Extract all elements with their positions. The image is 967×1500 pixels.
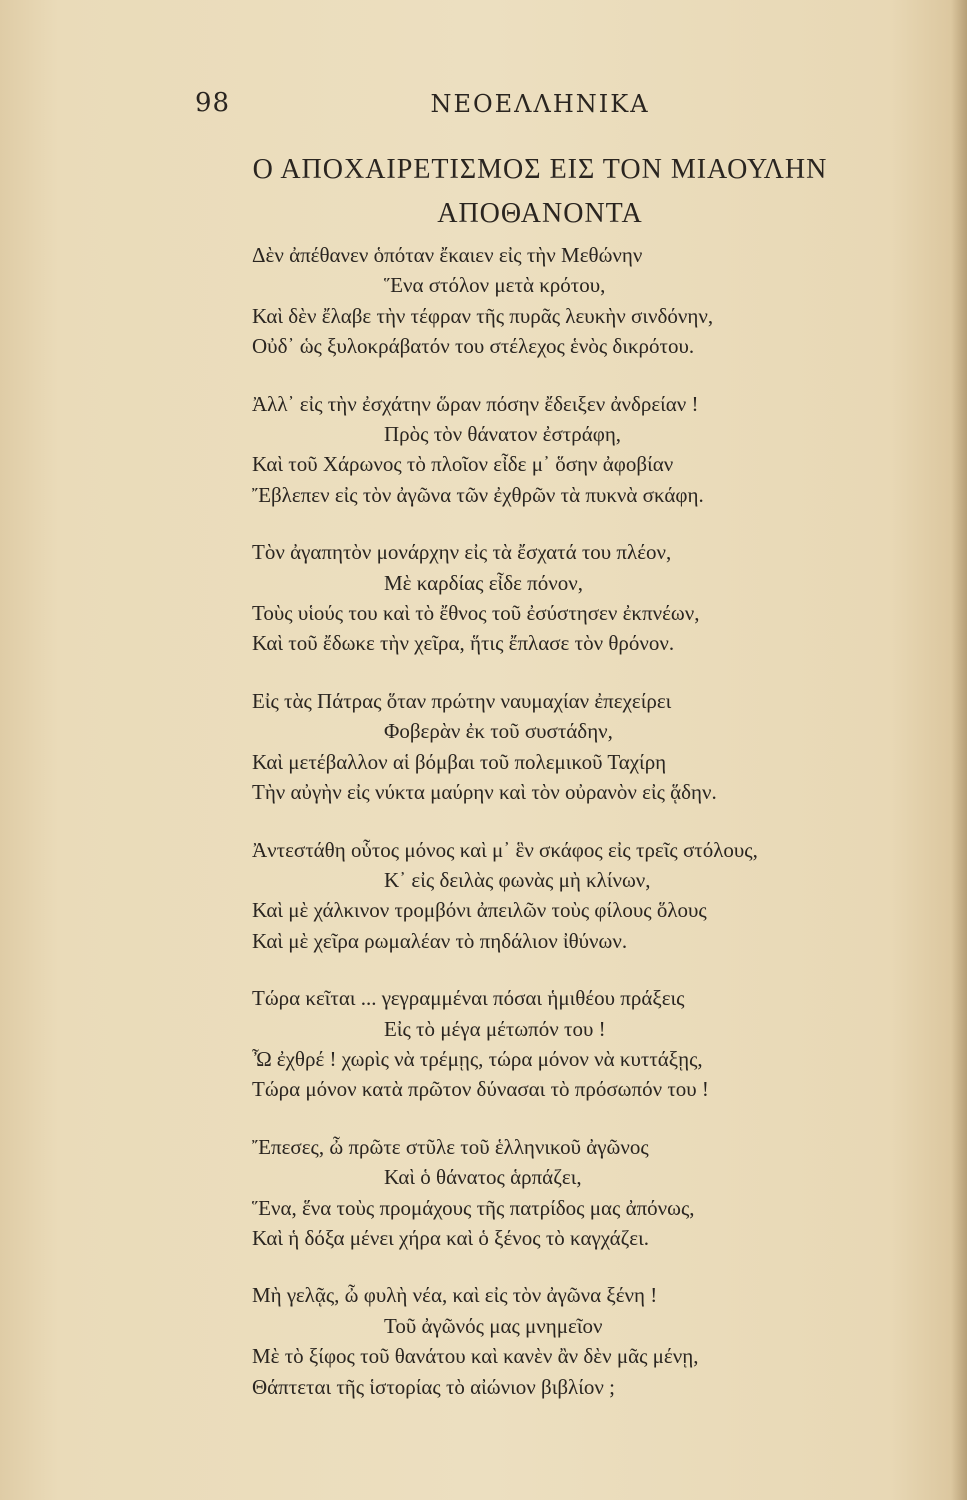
verse-line: Τὸν ἀγαπητὸν μονάρχην εἰς τὰ ἔσχατά του πλέον, <box>252 540 672 565</box>
poem-body <box>252 240 912 1429</box>
stanza-2 <box>252 389 912 511</box>
running-title: ΝΕΟΕΛΛΗΝΙΚΑ <box>430 90 650 118</box>
verse-line: Καὶ μὲ χεῖρα ρωμαλέαν τὸ πηδάλιον ἰθύνων. <box>252 928 628 953</box>
verse-line: Ὦ ἐχθρέ ! χωρὶς νὰ τρέμῃς, τώρα μόνον νὰ κυττάξῃς, <box>252 1046 703 1071</box>
verse-line: Τώρα κεῖται ... γεγραμμέναι πόσαι ἡμιθέου πράξεις <box>252 986 685 1011</box>
stanza-5 <box>252 835 912 957</box>
verse-line: Ἔπεσες, ὦ πρῶτε στῦλε τοῦ ἑλληνικοῦ ἀγῶνος <box>252 1134 649 1159</box>
verse-line: Τοῦ ἀγῶνός μας μνημεῖον <box>384 1313 603 1338</box>
verse-line: Καὶ μετέβαλλον αἱ βόμβαι τοῦ πολεμικοῦ Ταχίρη <box>252 749 667 774</box>
poem-title <box>190 148 890 236</box>
verse-line: Θάπτεται τῆς ἱστορίας τὸ αἰώνιον βιβλίον ; <box>252 1374 615 1399</box>
stanza-4 <box>252 686 912 808</box>
stanza-1 <box>252 240 912 362</box>
verse-line: Δὲν ἀπέθανεν ὁπόταν ἔκαιεν εἰς τὴν Μεθώνην <box>252 243 643 267</box>
verse-line: Τώρα μόνον κατὰ πρῶτον δύνασαι τὸ πρόσωπόν του ! <box>252 1077 709 1102</box>
binding-shadow <box>951 0 967 1500</box>
verse-line: Καὶ ἡ δόξα μένει χήρα καὶ ὁ ξένος τὸ καγχάζει. <box>252 1225 650 1250</box>
page-header <box>195 88 885 128</box>
stanza-6 <box>252 983 912 1105</box>
verse-line: Καὶ ὁ θάνατος ἁρπάζει, <box>384 1165 582 1190</box>
verse-line: Ἀντεστάθη οὗτος μόνος καὶ μ᾽ ἓν σκάφος εἰς τρεῖς στόλους, <box>252 837 758 862</box>
verse-line: Καὶ τοῦ ἔδωκε τὴν χεῖρα, ἥτις ἔπλασε τὸν θρόνον. <box>252 631 675 656</box>
verse-line: Καὶ μὲ χάλκινον τρομβόνι ἀπειλῶν τοὺς φίλους ὅλους <box>252 898 707 923</box>
verse-line: Εἰς τὰς Πάτρας ὅταν πρώτην ναυμαχίαν ἐπεχείρει <box>252 688 672 713</box>
verse-line: Καὶ τοῦ Χάρωνος τὸ πλοῖον εἶδε μ᾽ ὅσην ἀφοβίαν <box>252 452 674 477</box>
verse-line: Κ᾽ εἰς δειλὰς φωνὰς μὴ κλίνων, <box>384 867 651 892</box>
verse-line: Μὴ γελᾷς, ὦ φυλὴ νέα, καὶ εἰς τὸν ἀγῶνα ξένη ! <box>252 1283 658 1308</box>
page-number: 98 <box>195 88 231 118</box>
stanza-8 <box>252 1280 912 1402</box>
stanza-7 <box>252 1132 912 1254</box>
verse-line: Τοὺς υἱούς του καὶ τὸ ἔθνος τοῦ ἐσύστησεν ἐκπνέων, <box>252 601 700 626</box>
verse-line: Μὲ τὸ ξίφος τοῦ θανάτου καὶ κανὲν ἂν δὲν μᾶς μένῃ, <box>252 1344 699 1369</box>
verse-line: Ἀλλ᾽ εἰς τὴν ἐσχάτην ὥραν πόσην ἔδειξεν ἀνδρείαν ! <box>252 391 699 416</box>
poem-title-line-1: Ο ΑΠΟΧΑΙΡΕΤΙΣΜΟΣ ΕΙΣ ΤΟΝ ΜΙΑΟΥΛΗΝ <box>252 154 828 185</box>
poem-title-line-2: ΑΠΟΘΑΝΟΝΤΑ <box>437 198 643 229</box>
verse-line: Ἕνα στόλον μετὰ κρότου, <box>384 273 606 298</box>
verse-line: Οὐδ᾽ ὡς ξυλοκράβατόν του στέλεχος ἑνὸς δικρότου. <box>252 334 695 359</box>
verse-line: Μὲ καρδίας εἶδε πόνον, <box>384 570 584 595</box>
verse-line: Καὶ δὲν ἔλαβε τὴν τέφραν τῆς πυρᾶς λευκὴν σινδόνην, <box>252 303 714 328</box>
verse-line: Εἰς τὸ μέγα μέτωπόν του ! <box>384 1016 606 1041</box>
verse-line: Τὴν αὐγὴν εἰς νύκτα μαύρην καὶ τὸν οὐρανὸν εἰς ᾅδην. <box>252 780 717 805</box>
verse-line: Φοβερὰν ἐκ τοῦ συστάδην, <box>384 719 613 744</box>
verse-line: Ἔβλεπεν εἰς τὸν ἀγῶνα τῶν ἐχθρῶν τὰ πυκνὰ σκάφη. <box>252 482 704 507</box>
stanza-3 <box>252 537 912 659</box>
verse-line: Ἕνα, ἕνα τοὺς προμάχους τῆς πατρίδος μας ἀπόνως, <box>252 1195 695 1220</box>
verse-line: Πρὸς τὸν θάνατον ἐστράφη, <box>384 422 622 447</box>
